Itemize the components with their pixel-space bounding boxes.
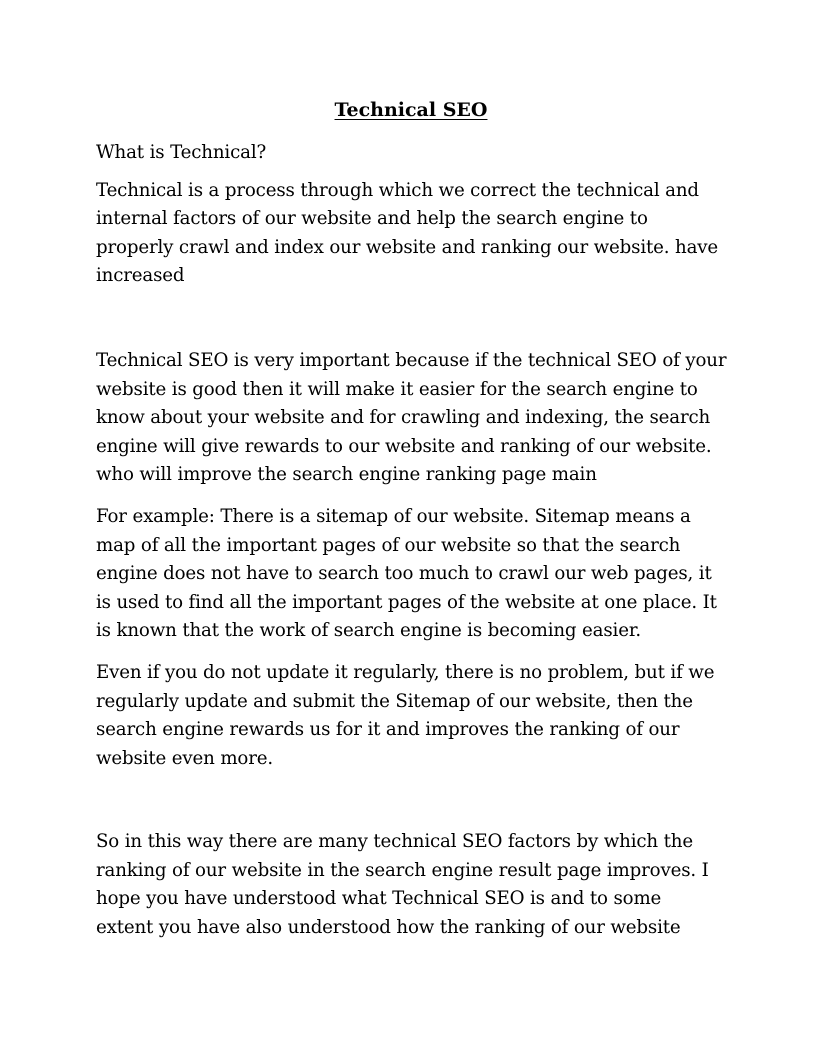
text-line: map of all the important pages of our website so that the search bbox=[96, 534, 681, 556]
text-line: extent you have also understood how the ranking of our website bbox=[96, 917, 681, 939]
text-line: regularly update and submit the Sitemap of our website, then the bbox=[96, 690, 693, 712]
text-line: engine does not have to search too much to crawl our web pages, it bbox=[96, 563, 712, 585]
text-line: who will improve the search engine ranking page main bbox=[96, 464, 597, 486]
text-line: ranking of our website in the search engine result page improves. I bbox=[96, 859, 709, 881]
question-heading: What is Technical? bbox=[96, 142, 267, 163]
text-line: properly crawl and index our website and ranking our website. have bbox=[96, 236, 719, 258]
paragraph-example bbox=[96, 503, 726, 646]
text-line: For example: There is a sitemap of our website. Sitemap means a bbox=[96, 505, 691, 527]
text-line: is used to find all the important pages of the website at one place. It bbox=[96, 591, 717, 613]
text-line: So in this way there are many technical SEO factors by which the bbox=[96, 831, 693, 853]
text-line: website even more. bbox=[96, 747, 274, 769]
text-line: internal factors of our website and help the search engine to bbox=[96, 208, 648, 230]
paragraph-sitemap-update bbox=[96, 659, 726, 773]
paragraph-importance bbox=[96, 347, 726, 490]
paragraph-definition bbox=[96, 177, 726, 291]
text-line: Technical SEO is very important because if the technical SEO of your bbox=[96, 349, 727, 371]
text-line: hope you have understood what Technical SEO is and to some bbox=[96, 888, 662, 910]
text-line: know about your website and for crawling and indexing, the search bbox=[96, 407, 711, 429]
text-line: search engine rewards us for it and improves the ranking of our bbox=[96, 719, 680, 741]
text-line: Technical is a process through which we correct the technical and bbox=[96, 179, 699, 201]
text-line: increased bbox=[96, 265, 185, 287]
document-body bbox=[96, 96, 726, 943]
paragraph-conclusion bbox=[96, 828, 726, 942]
text-line: Even if you do not update it regularly, there is no problem, but if we bbox=[96, 661, 715, 683]
text-line: is known that the work of search engine is becoming easier. bbox=[96, 620, 642, 642]
text-line: engine will give rewards to our website and ranking of our website. bbox=[96, 435, 712, 457]
text-line: website is good then it will make it easier for the search engine to bbox=[96, 378, 698, 400]
document-title: Technical SEO bbox=[334, 99, 488, 121]
